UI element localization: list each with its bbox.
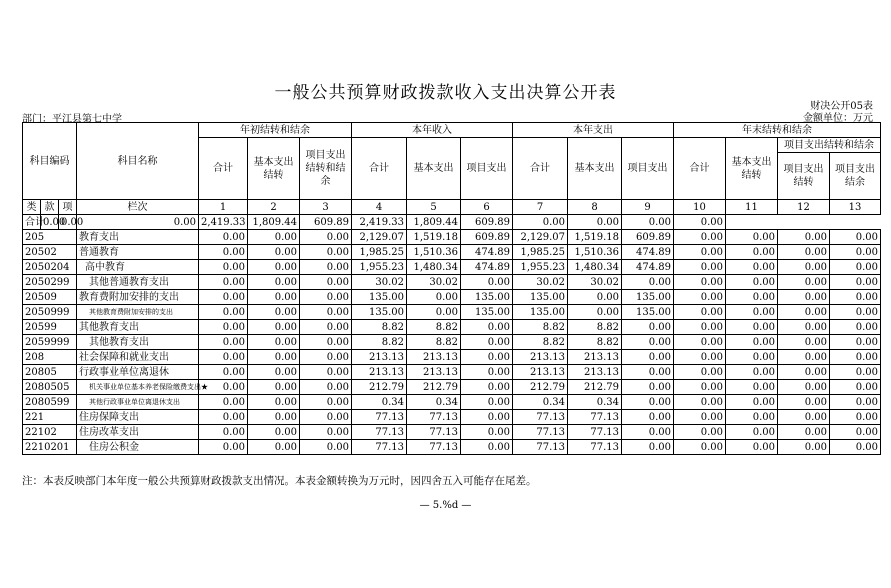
amount-cell: 0.00 bbox=[461, 335, 513, 350]
amount-cell: 0.00 bbox=[830, 425, 881, 440]
amount-cell: 0.00 bbox=[778, 380, 830, 395]
amount-cell: 0.34 bbox=[513, 395, 568, 410]
amount-cell: 135.00 bbox=[352, 305, 407, 320]
amount-cell: 30.02 bbox=[568, 275, 622, 290]
header-group-expense: 本年支出 bbox=[513, 123, 674, 138]
amount-cell: 1,519.18 bbox=[407, 230, 461, 245]
amount-cell: 0.00 bbox=[726, 380, 778, 395]
table-row bbox=[23, 335, 881, 350]
amount-cell: 0.00 bbox=[300, 275, 352, 290]
table-row bbox=[23, 425, 881, 440]
amount-cell: 1,985.25 bbox=[352, 245, 407, 260]
subject-code: 2080599 bbox=[23, 395, 77, 410]
amount-cell: 0.00 bbox=[199, 335, 248, 350]
footnote: 注：本表反映部门本年度一般公共预算财政拨款支出情况。本表金额转换为万元时，因四舍五入可能存在尾差。 bbox=[22, 475, 537, 487]
amount-cell: 0.00 bbox=[830, 410, 881, 425]
header-begin-basic: 基本支出结转 bbox=[248, 138, 300, 200]
amount-cell: 0.34 bbox=[352, 395, 407, 410]
subject-name: 社会保障和就业支出 bbox=[77, 350, 199, 365]
amount-cell: 0.00 bbox=[778, 230, 830, 245]
amount-cell: 0.00 bbox=[830, 260, 881, 275]
header-income-basic: 基本支出 bbox=[407, 138, 461, 200]
amount-cell: 0.00 bbox=[248, 320, 300, 335]
amount-unit: 金额单位：万元 bbox=[803, 113, 873, 124]
amount-cell: 0.00 bbox=[674, 365, 726, 380]
amount-cell: 77.13 bbox=[513, 440, 568, 455]
amount-cell: 0.00 bbox=[674, 230, 726, 245]
amount-cell: 0.00 bbox=[568, 305, 622, 320]
amount-cell: 0.00 bbox=[199, 290, 248, 305]
amount-cell: 0.00 bbox=[300, 230, 352, 245]
total-cell: 1,809.44 bbox=[248, 215, 300, 230]
amount-cell: 0.00 bbox=[674, 260, 726, 275]
amount-cell: 0.00 bbox=[461, 410, 513, 425]
amount-cell: 0.00 bbox=[726, 320, 778, 335]
amount-cell: 0.00 bbox=[674, 425, 726, 440]
header-lei: 类 bbox=[23, 200, 41, 215]
col-num-3: 3 bbox=[300, 200, 352, 215]
total-cell: 0.00 bbox=[77, 215, 199, 230]
header-end-total: 合计 bbox=[674, 138, 726, 200]
amount-cell: 213.13 bbox=[568, 350, 622, 365]
amount-cell: 0.00 bbox=[726, 290, 778, 305]
amount-cell: 0.00 bbox=[568, 290, 622, 305]
amount-cell: 0.00 bbox=[726, 245, 778, 260]
amount-cell: 0.00 bbox=[300, 305, 352, 320]
amount-cell: 77.13 bbox=[407, 410, 461, 425]
amount-cell: 0.00 bbox=[300, 365, 352, 380]
amount-cell: 135.00 bbox=[352, 290, 407, 305]
amount-cell: 0.00 bbox=[199, 440, 248, 455]
amount-cell: 474.89 bbox=[622, 245, 674, 260]
amount-cell: 0.00 bbox=[248, 380, 300, 395]
amount-cell: 77.13 bbox=[352, 425, 407, 440]
amount-cell: 212.79 bbox=[407, 380, 461, 395]
amount-cell: 0.00 bbox=[778, 290, 830, 305]
table-row bbox=[23, 245, 881, 260]
amount-cell: 0.00 bbox=[248, 365, 300, 380]
amount-cell: 1,955.23 bbox=[352, 260, 407, 275]
amount-cell: 0.00 bbox=[461, 380, 513, 395]
header-expense-basic: 基本支出 bbox=[568, 138, 622, 200]
amount-cell: 0.00 bbox=[778, 410, 830, 425]
amount-cell: 0.00 bbox=[300, 335, 352, 350]
amount-cell: 77.13 bbox=[513, 425, 568, 440]
subject-name: 住房保障支出 bbox=[77, 410, 199, 425]
amount-cell: 213.13 bbox=[513, 350, 568, 365]
amount-cell: 0.00 bbox=[461, 275, 513, 290]
amount-cell: 0.00 bbox=[407, 305, 461, 320]
amount-cell: 8.82 bbox=[352, 320, 407, 335]
table-row bbox=[23, 290, 881, 305]
amount-cell: 0.00 bbox=[830, 350, 881, 365]
amount-cell: 212.79 bbox=[513, 380, 568, 395]
amount-cell: 0.00 bbox=[830, 320, 881, 335]
amount-cell: 0.00 bbox=[248, 245, 300, 260]
amount-cell: 0.00 bbox=[778, 320, 830, 335]
header-begin-total: 合计 bbox=[199, 138, 248, 200]
amount-cell: 77.13 bbox=[407, 425, 461, 440]
amount-cell: 0.00 bbox=[199, 365, 248, 380]
amount-cell: 213.13 bbox=[352, 350, 407, 365]
amount-cell: 0.00 bbox=[248, 395, 300, 410]
amount-cell: 0.00 bbox=[726, 260, 778, 275]
col-num-5: 5 bbox=[407, 200, 461, 215]
table-row bbox=[23, 275, 881, 290]
amount-cell: 0.00 bbox=[674, 245, 726, 260]
total-row bbox=[23, 215, 881, 230]
amount-cell: 1,955.23 bbox=[513, 260, 568, 275]
col-num-9: 9 bbox=[622, 200, 674, 215]
amount-cell: 0.00 bbox=[300, 290, 352, 305]
amount-cell: 1,510.36 bbox=[568, 245, 622, 260]
table-row bbox=[23, 260, 881, 275]
amount-cell: 0.00 bbox=[674, 380, 726, 395]
amount-cell: 0.00 bbox=[300, 260, 352, 275]
amount-cell: 0.00 bbox=[622, 365, 674, 380]
amount-cell: 0.00 bbox=[199, 275, 248, 290]
subject-name: 行政事业单位离退休 bbox=[77, 365, 199, 380]
amount-cell: 0.00 bbox=[248, 260, 300, 275]
total-cell: 0.00 bbox=[568, 215, 622, 230]
subject-code: 2050204 bbox=[23, 260, 77, 275]
amount-cell: 0.00 bbox=[622, 395, 674, 410]
amount-cell: 0.00 bbox=[830, 230, 881, 245]
amount-cell: 0.00 bbox=[726, 425, 778, 440]
total-cell: 1,809.44 bbox=[407, 215, 461, 230]
amount-cell: 0.00 bbox=[248, 275, 300, 290]
header-name: 科目名称 bbox=[77, 123, 199, 200]
amount-cell: 0.00 bbox=[830, 365, 881, 380]
subject-code: 22102 bbox=[23, 425, 77, 440]
subject-code: 20599 bbox=[23, 320, 77, 335]
subject-name: 住房改革支出 bbox=[77, 425, 199, 440]
subject-name: 教育费附加安排的支出 bbox=[77, 290, 199, 305]
amount-cell: 1,480.34 bbox=[568, 260, 622, 275]
amount-cell: 77.13 bbox=[352, 410, 407, 425]
amount-cell: 0.00 bbox=[726, 440, 778, 455]
amount-cell: 0.34 bbox=[407, 395, 461, 410]
page-title: 一般公共预算财政拨款收入支出决算公开表 bbox=[274, 83, 617, 103]
amount-cell: 609.89 bbox=[622, 230, 674, 245]
amount-cell: 0.00 bbox=[199, 260, 248, 275]
table-row bbox=[23, 380, 881, 395]
amount-cell: 2,129.07 bbox=[352, 230, 407, 245]
amount-cell: 212.79 bbox=[568, 380, 622, 395]
amount-cell: 0.00 bbox=[248, 305, 300, 320]
amount-cell: 8.82 bbox=[407, 335, 461, 350]
amount-cell: 1,985.25 bbox=[513, 245, 568, 260]
amount-cell: 0.00 bbox=[726, 410, 778, 425]
header-code: 科目编码 bbox=[23, 123, 77, 200]
amount-cell: 0.00 bbox=[622, 335, 674, 350]
col-num-13: 13 bbox=[830, 200, 881, 215]
col-num-4: 4 bbox=[352, 200, 407, 215]
page-number: — 5.%d — bbox=[419, 500, 472, 511]
subject-name: 教育支出 bbox=[77, 230, 199, 245]
col-num-11: 11 bbox=[726, 200, 778, 215]
amount-cell: 0.00 bbox=[199, 395, 248, 410]
header-end-project-surplus: 项目支出结余 bbox=[830, 153, 881, 200]
header-expense-total: 合计 bbox=[513, 138, 568, 200]
col-num-12: 12 bbox=[778, 200, 830, 215]
header-end-basic: 基本支出结转 bbox=[726, 138, 778, 200]
amount-cell: 2,129.07 bbox=[513, 230, 568, 245]
amount-cell: 474.89 bbox=[461, 245, 513, 260]
amount-cell: 0.00 bbox=[830, 395, 881, 410]
department-label: 部门：平江县第七中学 bbox=[22, 114, 122, 125]
table-row bbox=[23, 395, 881, 410]
subject-code: 221 bbox=[23, 410, 77, 425]
subject-code: 20805 bbox=[23, 365, 77, 380]
total-cell: 609.89 bbox=[300, 215, 352, 230]
subject-name: 住房公积金 bbox=[77, 440, 199, 455]
amount-cell: 0.00 bbox=[622, 425, 674, 440]
amount-cell: 0.00 bbox=[461, 395, 513, 410]
amount-cell: 213.13 bbox=[513, 365, 568, 380]
amount-cell: 77.13 bbox=[568, 440, 622, 455]
amount-cell: 0.00 bbox=[300, 425, 352, 440]
header-group-begin: 年初结转和结余 bbox=[199, 123, 352, 138]
amount-cell: 0.00 bbox=[830, 380, 881, 395]
amount-cell: 135.00 bbox=[622, 305, 674, 320]
amount-cell: 1,519.18 bbox=[568, 230, 622, 245]
col-num-7: 7 bbox=[513, 200, 568, 215]
amount-cell: 0.00 bbox=[248, 230, 300, 245]
amount-cell: 0.00 bbox=[248, 335, 300, 350]
amount-cell: 77.13 bbox=[407, 440, 461, 455]
amount-cell: 0.00 bbox=[248, 440, 300, 455]
amount-cell: 0.00 bbox=[300, 350, 352, 365]
amount-cell: 0.00 bbox=[830, 245, 881, 260]
amount-cell: 0.00 bbox=[461, 320, 513, 335]
amount-cell: 0.00 bbox=[726, 230, 778, 245]
header-expense-project: 项目支出 bbox=[622, 138, 674, 200]
amount-cell: 30.02 bbox=[513, 275, 568, 290]
amount-cell: 0.00 bbox=[199, 245, 248, 260]
amount-cell: 474.89 bbox=[461, 260, 513, 275]
amount-cell: 0.00 bbox=[726, 275, 778, 290]
col-num-10: 10 bbox=[674, 200, 726, 215]
total-cell: 2,419.33 bbox=[352, 215, 407, 230]
amount-cell: 0.00 bbox=[830, 275, 881, 290]
subject-name: 普通教育 bbox=[77, 245, 199, 260]
amount-cell: 213.13 bbox=[407, 365, 461, 380]
col-num-6: 6 bbox=[461, 200, 513, 215]
total-cell: 2,419.33 bbox=[199, 215, 248, 230]
total-cell: 0.00 bbox=[622, 215, 674, 230]
amount-cell: 0.00 bbox=[248, 350, 300, 365]
amount-cell: 0.00 bbox=[778, 305, 830, 320]
amount-cell: 135.00 bbox=[513, 290, 568, 305]
col-num-8: 8 bbox=[568, 200, 622, 215]
total-cell: 0.00 bbox=[41, 215, 59, 230]
amount-cell: 0.00 bbox=[622, 380, 674, 395]
amount-cell: 0.00 bbox=[830, 290, 881, 305]
amount-cell: 0.00 bbox=[674, 335, 726, 350]
amount-cell: 0.00 bbox=[461, 350, 513, 365]
table-row bbox=[23, 410, 881, 425]
amount-cell: 8.82 bbox=[407, 320, 461, 335]
header-group-end: 年末结转和结余 bbox=[674, 123, 881, 138]
header-kuan: 款 bbox=[41, 200, 59, 215]
amount-cell: 135.00 bbox=[513, 305, 568, 320]
amount-cell: 212.79 bbox=[352, 380, 407, 395]
amount-cell: 77.13 bbox=[352, 440, 407, 455]
amount-cell: 0.00 bbox=[461, 440, 513, 455]
header-begin-project: 项目支出结转和结余 bbox=[300, 138, 352, 200]
amount-cell: 0.00 bbox=[778, 350, 830, 365]
header-lanci: 栏次 bbox=[77, 200, 199, 215]
amount-cell: 0.00 bbox=[674, 305, 726, 320]
subject-code: 20502 bbox=[23, 245, 77, 260]
amount-cell: 0.00 bbox=[461, 425, 513, 440]
amount-cell: 0.00 bbox=[300, 440, 352, 455]
amount-cell: 0.00 bbox=[300, 245, 352, 260]
amount-cell: 0.00 bbox=[300, 395, 352, 410]
subject-code: 2050999 bbox=[23, 305, 77, 320]
amount-cell: 0.00 bbox=[622, 320, 674, 335]
amount-cell: 0.00 bbox=[300, 320, 352, 335]
amount-cell: 474.89 bbox=[622, 260, 674, 275]
amount-cell: 213.13 bbox=[407, 350, 461, 365]
amount-cell: 0.00 bbox=[674, 440, 726, 455]
header-income-project: 项目支出 bbox=[461, 138, 513, 200]
amount-cell: 1,480.34 bbox=[407, 260, 461, 275]
table-row bbox=[23, 365, 881, 380]
amount-cell: 0.00 bbox=[199, 410, 248, 425]
amount-cell: 0.00 bbox=[248, 425, 300, 440]
amount-cell: 213.13 bbox=[568, 365, 622, 380]
amount-cell: 8.82 bbox=[513, 320, 568, 335]
subject-name: 高中教育 bbox=[77, 260, 199, 275]
col-num-2: 2 bbox=[248, 200, 300, 215]
amount-cell: 0.00 bbox=[300, 410, 352, 425]
subject-name: 其他教育支出 bbox=[77, 320, 199, 335]
table-row bbox=[23, 230, 881, 245]
amount-cell: 0.00 bbox=[674, 395, 726, 410]
amount-cell: 8.82 bbox=[352, 335, 407, 350]
amount-cell: 0.00 bbox=[461, 365, 513, 380]
header-xiang: 项 bbox=[59, 200, 77, 215]
amount-cell: 0.00 bbox=[830, 335, 881, 350]
subject-code: 2050299 bbox=[23, 275, 77, 290]
amount-cell: 0.00 bbox=[830, 305, 881, 320]
amount-cell: 609.89 bbox=[461, 230, 513, 245]
amount-cell: 0.00 bbox=[622, 410, 674, 425]
subject-code: 208 bbox=[23, 350, 77, 365]
amount-cell: 0.00 bbox=[622, 350, 674, 365]
form-number: 财决公开05表 bbox=[810, 101, 873, 112]
amount-cell: 0.00 bbox=[407, 290, 461, 305]
amount-cell: 0.00 bbox=[248, 290, 300, 305]
total-cell: 0.00 bbox=[59, 215, 77, 230]
amount-cell: 0.00 bbox=[199, 350, 248, 365]
amount-cell: 0.00 bbox=[778, 275, 830, 290]
subject-code: 205 bbox=[23, 230, 77, 245]
table-row bbox=[23, 305, 881, 320]
subject-name: 其他教育支出 bbox=[77, 335, 199, 350]
amount-cell: 135.00 bbox=[461, 305, 513, 320]
amount-cell: 135.00 bbox=[461, 290, 513, 305]
amount-cell: 0.00 bbox=[199, 305, 248, 320]
amount-cell: 8.82 bbox=[568, 320, 622, 335]
col-num-1: 1 bbox=[199, 200, 248, 215]
table-row bbox=[23, 440, 881, 455]
amount-cell: 0.00 bbox=[778, 245, 830, 260]
amount-cell: 0.00 bbox=[300, 380, 352, 395]
total-cell: 609.89 bbox=[461, 215, 513, 230]
amount-cell: 0.00 bbox=[778, 425, 830, 440]
amount-cell: 30.02 bbox=[352, 275, 407, 290]
subject-code: 2210201 bbox=[23, 440, 77, 455]
amount-cell: 77.13 bbox=[513, 410, 568, 425]
amount-cell: 0.00 bbox=[199, 380, 248, 395]
amount-cell: 0.00 bbox=[199, 230, 248, 245]
subject-name: 其他普通教育支出 bbox=[77, 275, 199, 290]
amount-cell: 0.00 bbox=[726, 395, 778, 410]
budget-table bbox=[22, 122, 881, 455]
amount-cell: 0.00 bbox=[674, 350, 726, 365]
subject-code: 2059999 bbox=[23, 335, 77, 350]
subject-name: 机关事业单位基本养老保险缴费支出★ bbox=[77, 380, 199, 395]
amount-cell: 77.13 bbox=[568, 425, 622, 440]
amount-cell: 0.00 bbox=[622, 440, 674, 455]
amount-cell: 0.00 bbox=[199, 320, 248, 335]
header-end-project-carry: 项目支出结转 bbox=[778, 153, 830, 200]
amount-cell: 30.02 bbox=[407, 275, 461, 290]
amount-cell: 0.00 bbox=[830, 440, 881, 455]
header-end-project-group: 项目支出结转和结余 bbox=[778, 138, 881, 153]
amount-cell: 213.13 bbox=[352, 365, 407, 380]
amount-cell: 0.00 bbox=[726, 365, 778, 380]
amount-cell: 0.00 bbox=[778, 395, 830, 410]
total-cell: 0.00 bbox=[674, 215, 726, 230]
table-row bbox=[23, 350, 881, 365]
amount-cell: 77.13 bbox=[568, 410, 622, 425]
amount-cell: 0.00 bbox=[199, 425, 248, 440]
amount-cell: 0.00 bbox=[674, 290, 726, 305]
amount-cell: 0.00 bbox=[248, 410, 300, 425]
amount-cell: 0.00 bbox=[778, 365, 830, 380]
amount-cell: 0.00 bbox=[778, 260, 830, 275]
subject-code: 20509 bbox=[23, 290, 77, 305]
amount-cell: 0.00 bbox=[726, 305, 778, 320]
amount-cell: 1,510.36 bbox=[407, 245, 461, 260]
header-income-total: 合计 bbox=[352, 138, 407, 200]
total-label: 合计 bbox=[23, 215, 41, 230]
amount-cell: 0.00 bbox=[778, 440, 830, 455]
amount-cell: 0.00 bbox=[674, 320, 726, 335]
amount-cell: 8.82 bbox=[513, 335, 568, 350]
subject-name: 其他行政事业单位离退休支出 bbox=[77, 395, 199, 410]
amount-cell: 0.00 bbox=[674, 410, 726, 425]
subject-name: 其他教育费附加安排的支出 bbox=[77, 305, 199, 320]
amount-cell: 0.00 bbox=[674, 275, 726, 290]
amount-cell: 0.00 bbox=[726, 350, 778, 365]
amount-cell: 0.00 bbox=[622, 275, 674, 290]
amount-cell: 0.34 bbox=[568, 395, 622, 410]
amount-cell: 8.82 bbox=[568, 335, 622, 350]
amount-cell: 135.00 bbox=[622, 290, 674, 305]
header-group-income: 本年收入 bbox=[352, 123, 513, 138]
total-cell: 0.00 bbox=[513, 215, 568, 230]
amount-cell: 0.00 bbox=[778, 335, 830, 350]
amount-cell: 0.00 bbox=[726, 335, 778, 350]
subject-code: 2080505 bbox=[23, 380, 77, 395]
table-row bbox=[23, 320, 881, 335]
